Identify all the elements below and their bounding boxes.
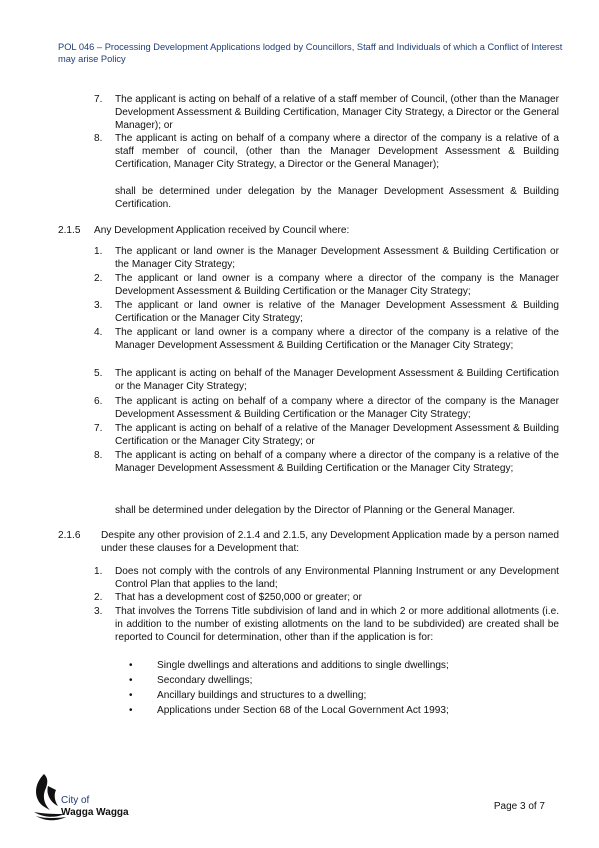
list-item: The applicant is acting on behalf of a company where a director of the company is a relative of the Manager Development Assessment & Building Certification or the Manager City Strategy; <box>115 450 559 474</box>
delegation-paragraph: shall be determined under delegation by the Director of Planning or the General Manager. <box>115 505 516 516</box>
list-number: 7. <box>94 94 103 105</box>
list-item: The applicant is acting on behalf of a company where a director of the company is the Manager Development Assessment & Building Certification or the Manager City Strategy; <box>115 396 559 420</box>
list-number: 5. <box>94 368 103 379</box>
logo-wordmark <box>61 795 129 818</box>
section-text: Any Development Application received by Council where: <box>94 225 350 236</box>
list-item: The applicant is acting on behalf of a company where a director of the company is a relative of a staff member of council, (other than the Manager Development Assessment & Building Certification, Manager City Strategy, a Director or the General Manager); <box>115 133 559 170</box>
list-number: 3. <box>94 606 103 617</box>
delegation-paragraph: shall be determined under delegation by the Manager Development Assessment & Building Certification. <box>115 186 559 210</box>
list-number: 8. <box>94 133 103 144</box>
list-item: The applicant or land owner is the Manager Development Assessment & Building Certification or the Manager City Strategy; <box>115 246 559 270</box>
list-number: 8. <box>94 450 103 461</box>
list-item: The applicant is acting on behalf of a relative of the Manager Development Assessment & Building Certification or the Manager City Strategy; or <box>115 423 559 447</box>
list-number: 3. <box>94 300 103 311</box>
list-item: The applicant or land owner is relative of the Manager Development Assessment & Building Certification or the Manager City Strategy; <box>115 300 559 324</box>
list-item: That has a development cost of $250,000 or greater; or <box>115 592 362 603</box>
list-number: 1. <box>94 566 103 577</box>
list-item: The applicant or land owner is a company where a director of the company is a relative of the Manager Development Assessment & Building Certification or the Manager City Strategy; <box>115 327 559 351</box>
list-item: Does not comply with the controls of any Environmental Planning Instrument or any Development Control Plan that applies to the land; <box>115 566 559 590</box>
bullet-item: Single dwellings and alterations and additions to single dwellings; <box>157 660 449 671</box>
section-text: Despite any other provision of 2.1.4 and 2.1.5, any Development Application made by a person named under these clauses for a Development that: <box>101 530 559 554</box>
logo-line1: City of <box>61 795 90 806</box>
list-item: The applicant or land owner is a company where a director of the company is the Manager Development Assessment & Building Certification or the Manager City Strategy; <box>115 273 559 297</box>
list-number: 1. <box>94 246 103 257</box>
bullet-icon: • <box>129 690 133 701</box>
bullet-item: Ancillary buildings and structures to a dwelling; <box>157 690 367 701</box>
logo-line2: Wagga Wagga <box>61 806 129 818</box>
list-number: 2. <box>94 592 103 603</box>
bullet-icon: • <box>129 675 133 686</box>
bullet-icon: • <box>129 705 133 716</box>
list-number: 4. <box>94 327 103 338</box>
section-number: 2.1.6 <box>58 530 81 541</box>
list-number: 6. <box>94 396 103 407</box>
list-number: 7. <box>94 423 103 434</box>
list-number: 2. <box>94 273 103 284</box>
page-number: Page 3 of 7 <box>493 801 545 812</box>
section-number: 2.1.5 <box>58 225 81 236</box>
list-item: That involves the Torrens Title subdivision of land and in which 2 or more additional allotments (i.e. in addition to the number of existing allotments on the land to be subdivided) are created shall be reported to Council for determination, other than if the application is for: <box>115 606 559 643</box>
bullet-icon: • <box>129 660 133 671</box>
bullet-item: Secondary dwellings; <box>157 675 253 686</box>
list-item: The applicant is acting on behalf of a relative of a staff member of Council, (other than the Manager Development Assessment & Building Certification, Manager City Strategy, a Director or the General Manager); or <box>115 94 559 131</box>
bullet-item: Applications under Section 68 of the Local Government Act 1993; <box>157 705 449 716</box>
document-header: POL 046 – Processing Development Applications lodged by Councillors, Staff and Individuals of which a Conflict of Interest may arise Policy <box>58 42 563 64</box>
list-item: The applicant is acting on behalf of the Manager Development Assessment & Building Certification or the Manager City Strategy; <box>115 368 559 392</box>
